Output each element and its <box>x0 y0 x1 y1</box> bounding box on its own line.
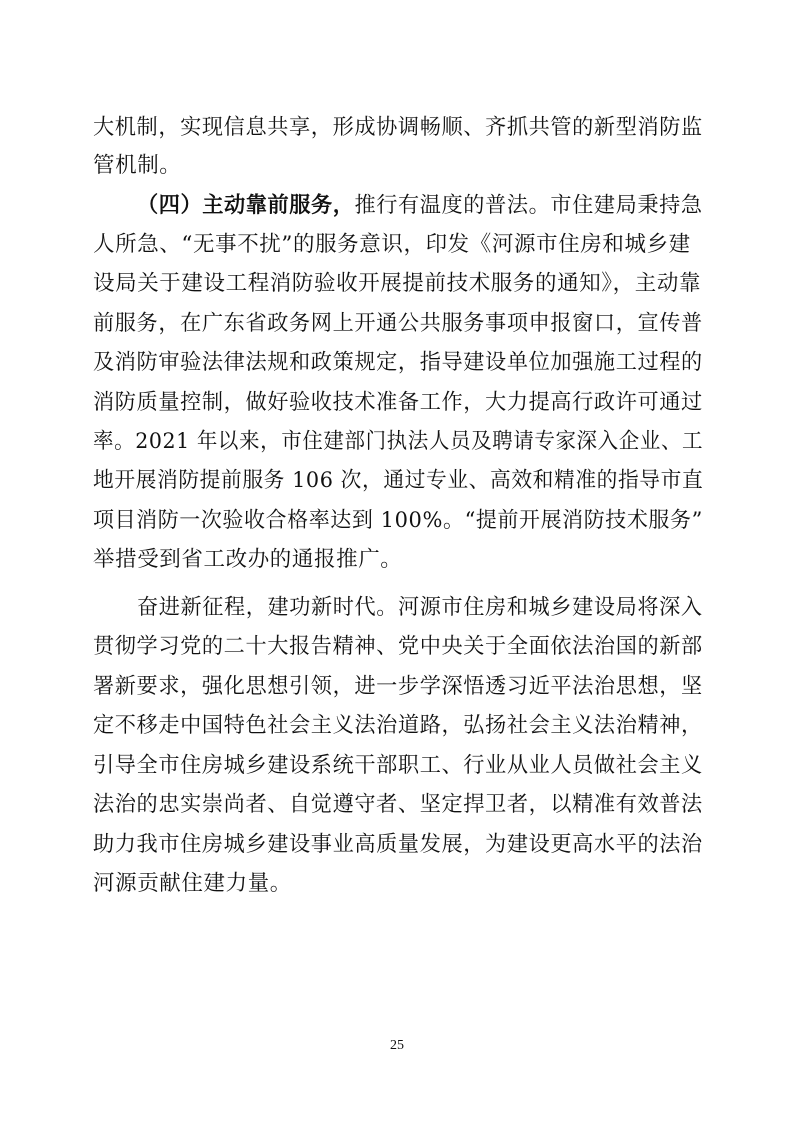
text-line: 地开展消防提前服务 106 次，通过专业、高效和精准的指导市直 <box>93 468 704 493</box>
section-heading: （四）主动靠前服务， <box>137 193 355 218</box>
text-line: 署新要求，强化思想引领，进一步学深悟透习近平法治思想，坚 <box>93 674 703 699</box>
text-line: 项目消防一次验收合格率达到 100%。“提前开展消防技术服务” <box>93 508 703 533</box>
text-line: 及消防审验法律法规和政策规定，指导建设单位加强施工过程的 <box>93 350 703 375</box>
text-line: 设局关于建设工程消防验收开展提前技术服务的通知》，主动靠 <box>93 271 702 296</box>
text-line: 消防质量控制，做好验收技术准备工作，大力提高行政许可通过 <box>93 390 703 415</box>
heading-line-rest: 推行有温度的普法。市住建局秉持急 <box>354 193 703 218</box>
text-line: 引导全市住房城乡建设系统干部职工、行业从业人员做社会主义 <box>93 753 703 778</box>
text-line: 大机制，实现信息共享，形成协调畅顺、齐抓共管的新型消防监 <box>93 115 703 140</box>
text-line: 前服务，在广东省政务网上开通公共服务事项申报窗口，宣传普 <box>93 311 703 336</box>
text-line: 率。2021 年以来，市住建部门执法人员及聘请专家深入企业、工 <box>93 429 704 454</box>
text-line: 助力我市住房城乡建设事业高质量发展，为建设更高水平的法治 <box>93 832 703 857</box>
page-number: 25 <box>390 1038 404 1053</box>
text-line: 人所急、“无事不扰”的服务意识，印发《河源市住房和城乡建 <box>93 232 691 257</box>
text-line: 法治的忠实崇尚者、自觉遵守者、坚定捍卫者，以精准有效普法 <box>93 792 703 817</box>
text-line <box>137 191 703 221</box>
text-line: 奋进新征程，建功新时代。河源市住房和城乡建设局将深入 <box>137 595 703 620</box>
text-line: 举措受到省工改办的通报推广。 <box>93 547 403 572</box>
text-line: 贯彻学习党的二十大报告精神、党中央关于全面依法治国的新部 <box>93 634 703 659</box>
text-line: 管机制。 <box>93 153 182 178</box>
text-line: 定不移走中国特色社会主义法治道路，弘扬社会主义法治精神， <box>93 713 703 738</box>
text-line: 河源贡献住建力量。 <box>93 871 292 896</box>
